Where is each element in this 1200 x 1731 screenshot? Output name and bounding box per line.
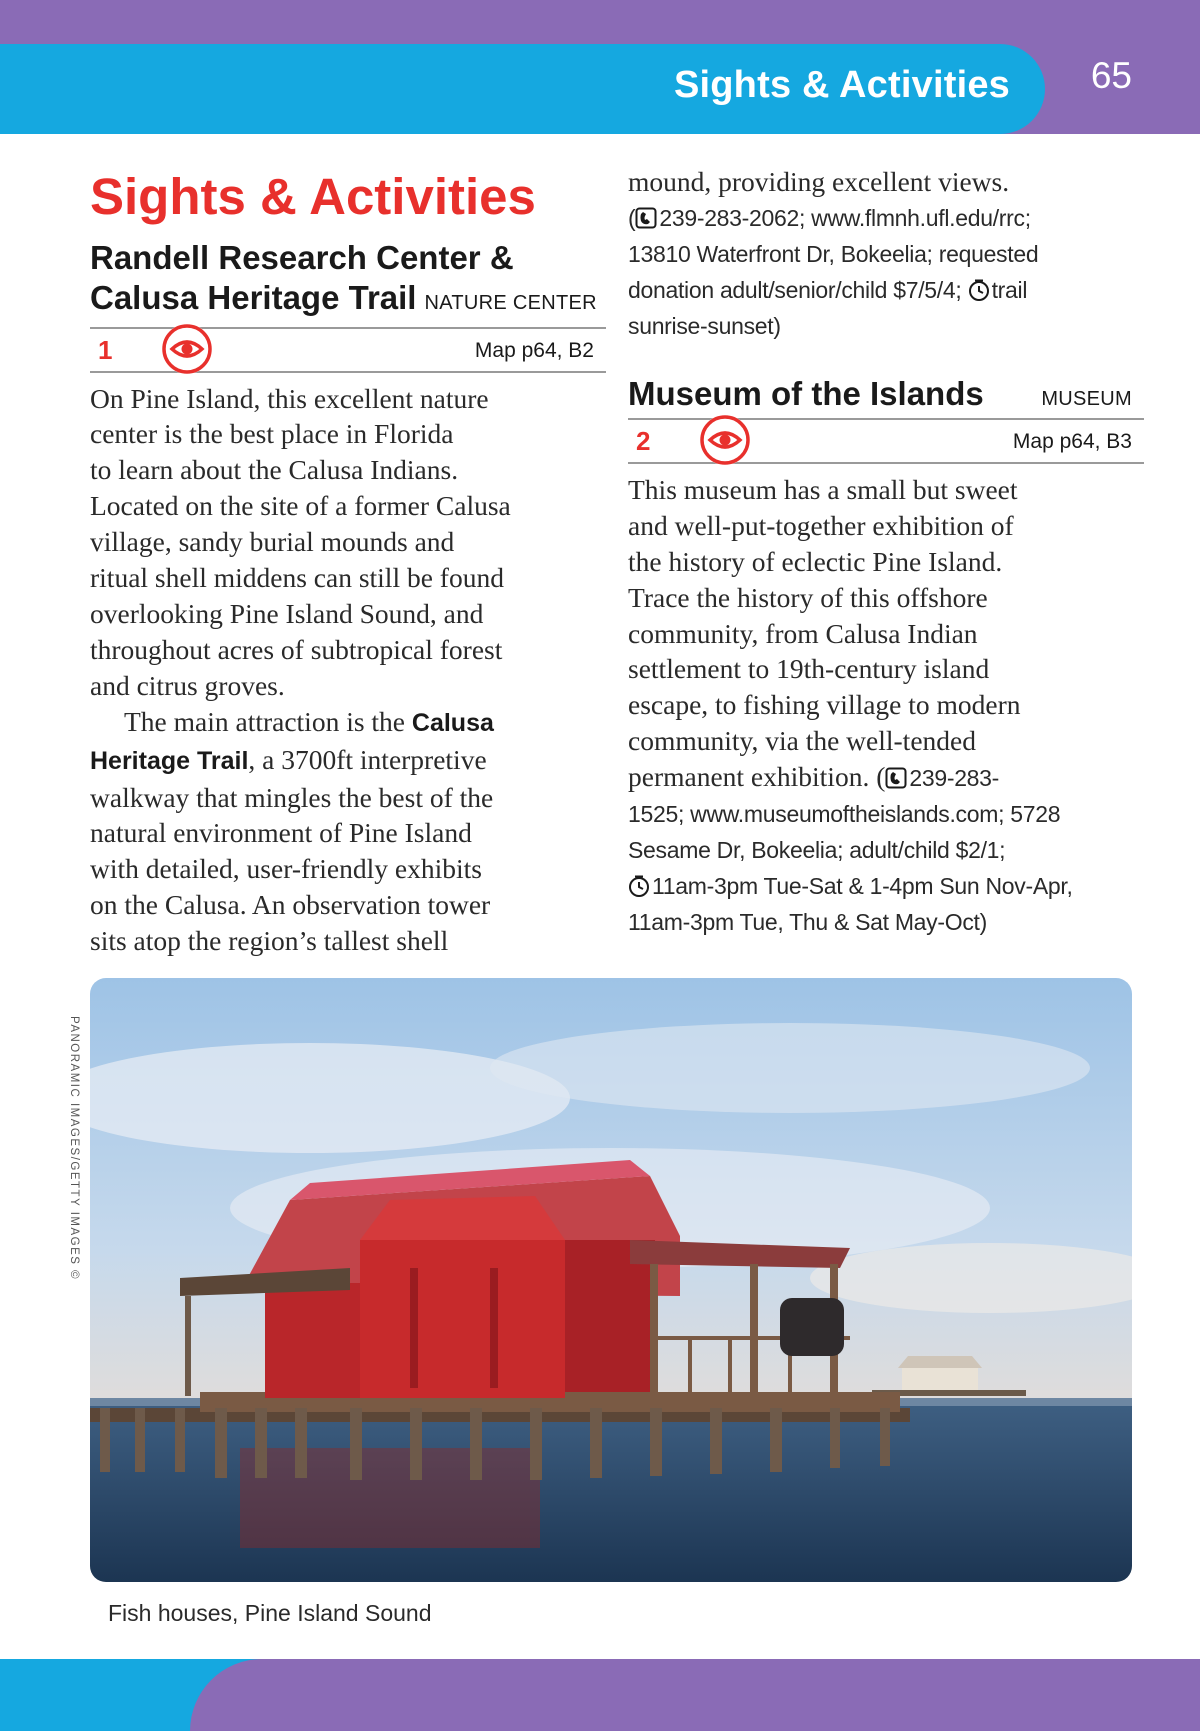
text-line: community, from Calusa Indian — [628, 617, 978, 649]
info-line: sunrise-sunset) — [628, 312, 781, 339]
text-run: trail — [991, 276, 1028, 303]
clock-icon — [968, 275, 990, 297]
continued-line: mound, providing excellent views. — [628, 166, 1010, 197]
info-line: 1525; www.museumoftheislands.com; 5728 — [628, 801, 1061, 828]
text-line: overlooking Pine Island Sound, and — [90, 597, 484, 629]
highlight-name: Calusa — [411, 708, 494, 737]
text-run: ( — [628, 204, 636, 231]
text-line: ritual shell middens can still be found — [90, 562, 504, 594]
entry-info — [628, 796, 1144, 940]
entry-title-text: Calusa Heritage Trail — [90, 278, 417, 316]
highlight-name: Heritage Trail — [90, 746, 249, 775]
info-line — [628, 200, 1144, 236]
text-line: center is the best place in Florida — [90, 418, 454, 450]
text-line: On Pine Island, this excellent nature — [90, 382, 489, 414]
text-line: sits atop the region’s tallest shell — [90, 925, 449, 957]
text-line: escape, to fishing village to modern — [628, 689, 1021, 721]
info-line — [628, 272, 1144, 308]
entry-type-label: NATURE CENTER — [424, 291, 597, 314]
text-line: and well-put-together exhibition of — [628, 509, 1014, 541]
page-number: 65 — [1090, 55, 1132, 96]
eye-icon — [162, 324, 212, 374]
entry-info — [628, 200, 1144, 344]
map-reference: Map p64, B3 — [1012, 429, 1132, 453]
entry-paragraph — [628, 472, 1144, 796]
photo-fish-houses — [90, 978, 1132, 1582]
text-line: Located on the site of a former Calusa — [90, 490, 511, 522]
entry-paragraph — [90, 381, 606, 704]
text-run: , a 3700ft interpretive — [248, 743, 487, 775]
text-line: with detailed, user-friendly exhibits — [90, 853, 482, 885]
text-run: The main attraction is the — [124, 705, 412, 737]
text-line — [90, 704, 606, 742]
phone-icon — [635, 203, 657, 225]
eye-icon — [700, 415, 750, 465]
phone-icon — [885, 762, 907, 784]
entry-paragraph — [90, 704, 606, 959]
photo-caption: Fish houses, Pine Island Sound — [108, 1600, 432, 1626]
entry-title-line — [90, 278, 606, 323]
text-line: throughout acres of subtropical forest — [90, 633, 503, 665]
text-line: This museum has a small but sweet — [628, 473, 1018, 505]
text-line: village, sandy burial mounds and — [90, 526, 455, 558]
entry-type-label: MUSEUM — [1041, 387, 1132, 410]
entry-number: 1 — [98, 334, 113, 365]
footer-band-purple — [190, 1659, 1200, 1731]
info-line: Sesame Dr, Bokeelia; adult/child $2/1; — [628, 837, 1006, 864]
map-reference: Map p64, B2 — [474, 338, 594, 362]
info-line: 13810 Waterfront Dr, Bokeelia; requested — [628, 240, 1039, 267]
photo-credit: PANORAMIC IMAGES/GETTY IMAGES © — [68, 1016, 80, 1281]
left-column — [90, 160, 606, 959]
clock-icon — [628, 871, 650, 893]
text-run: 239-283-2062; www.flmnh.ufl.edu/rrc; — [659, 204, 1031, 231]
entry-museum-title — [628, 374, 1144, 414]
text-line: and citrus groves. — [90, 669, 285, 701]
entry-title-line: Randell Research Center & — [90, 238, 514, 276]
entry-meta-bar — [628, 418, 1144, 464]
text-line: on the Calusa. An observation tower — [90, 889, 491, 921]
text-line: walkway that mingles the best of the — [90, 781, 494, 813]
entry-title-text: Museum of the Islands — [628, 374, 984, 412]
text-line: natural environment of Pine Island — [90, 817, 472, 849]
text-run: 11am-3pm Tue-Sat & 1-4pm Sun Nov-Apr, — [652, 873, 1073, 900]
section-title: Sights & Activities — [90, 168, 536, 225]
right-column — [628, 164, 1144, 940]
entry-number: 2 — [636, 425, 651, 456]
text-line: settlement to 19th-century island — [628, 653, 990, 685]
text-line: Trace the history of this offshore — [628, 581, 988, 613]
running-header-title: Sights & Activities — [673, 64, 1010, 106]
text-run: donation adult/senior/child $7/5/4; — [628, 276, 968, 303]
text-run: permanent exhibition. ( — [628, 761, 886, 793]
text-line — [90, 742, 606, 780]
text-line — [628, 759, 1144, 796]
text-line: community, via the well-tended — [628, 725, 976, 757]
entry-randell-title — [90, 238, 606, 323]
info-line: 11am-3pm Tue, Thu & Sat May-Oct) — [628, 909, 987, 936]
text-run: 239-283- — [909, 765, 1000, 792]
text-line: to learn about the Calusa Indians. — [90, 454, 459, 486]
text-line: the history of eclectic Pine Island. — [628, 545, 1003, 577]
entry-meta-bar — [90, 327, 606, 373]
info-line — [628, 868, 1144, 904]
